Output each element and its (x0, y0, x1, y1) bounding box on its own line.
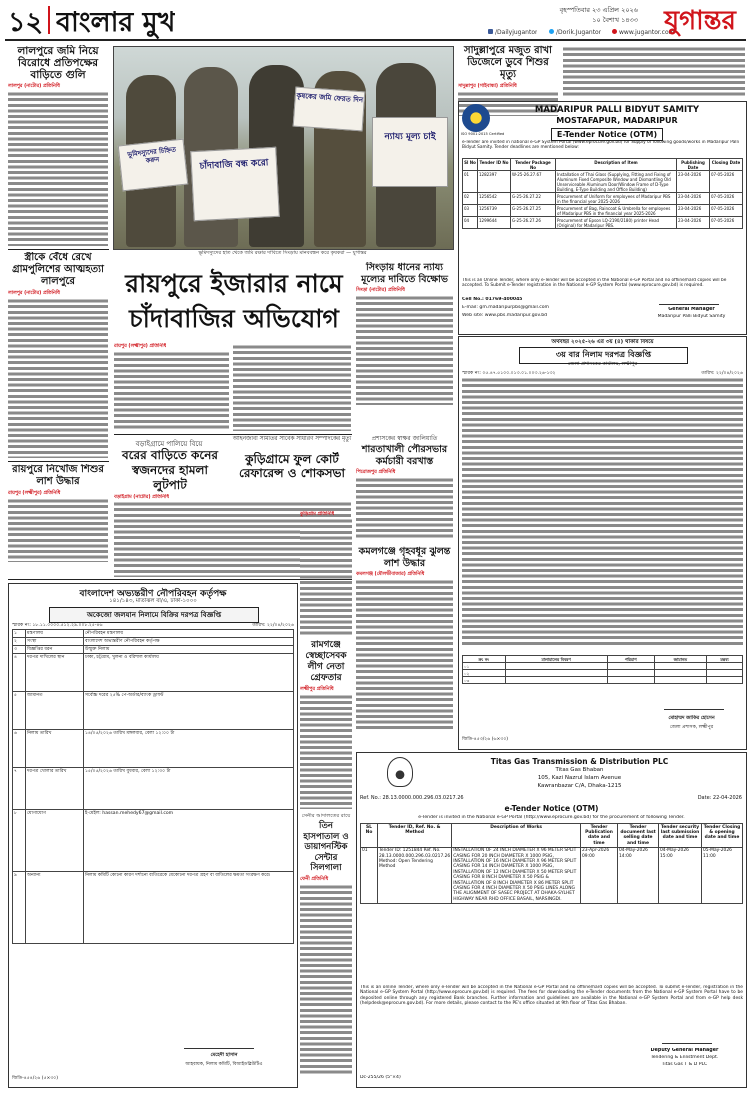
land-ref: জিডি-৪৫৩/২৬ (৬×৩০) (462, 737, 509, 742)
titas-ref: Ref. No.: 28.13.0000.000.296.03.0217.26 (360, 795, 464, 801)
titas-addr1: 105, Kazi Nazrul Islam Avenue (537, 775, 622, 781)
lead-dateline: রায়পুর (লক্ষ্মীপুর) প্রতিনিধি (114, 344, 167, 349)
land-sub: জেলা প্রশাসকের কার্যালয়, লক্ষ্মীপুর (567, 361, 638, 367)
haspatal-kicker: সেনীর আদালতের রায়ে (301, 813, 351, 819)
navy-date: তারিখ: ২২/০৪/২০২৬ (252, 623, 294, 628)
navy-org: বাংলাদেশ অভ্যন্তরীণ নৌপরিবহন কর্তৃপক্ষ (79, 589, 227, 599)
twitter-icon (549, 29, 554, 34)
kamalganj-headline: কমলগঞ্জে গৃহবধূর ঝুলন্ত লাশ উদ্ধার (358, 546, 451, 569)
main-photo (113, 46, 454, 250)
table-row: ৮ যোগাযোগ ই-মেইল: hassan.mehedy67@gmail.com (13, 810, 294, 872)
sharatkhati-dateline: পিরোজপুর প্রতিনিধি (356, 470, 396, 475)
land-table-wrap (462, 655, 743, 684)
titas-gd: Dc-255/26 (5"×4) (360, 1075, 401, 1080)
social-web[interactable]: www.jugantor.com (612, 29, 675, 36)
table-row: ২ সংস্থা বাংলাদেশ অভ্যন্তরীণ নৌপরিবহন কর্তৃপক্ষ (13, 638, 294, 646)
wife-story (8, 252, 108, 460)
table-row: 02 1256542 G-25-26.27.22 Procurement of Uniform for employees of Madaripur PBS in the financial year 2025-2026 23-04-2026 07-05-2026 (463, 193, 743, 205)
table-row: ০২ (463, 670, 743, 677)
section-rule (114, 434, 352, 435)
palli-col-close: Closing Date (710, 159, 743, 171)
kamalganj-story (356, 546, 453, 746)
titas-sub: Titas Gas Bhaban (555, 767, 604, 773)
palli-intro: e-Tender are invited in national e-GP System Portal (www.eprocure.gov.bd) for Supply of following goods/works in Madaripur Palli Bidyut Samity. Tender deadlines are mentioned below: (462, 140, 739, 151)
land-signer-title: জেলা প্রশাসক, লক্ষ্মীপুর (669, 725, 714, 730)
palli-note: This is an Online Tender, where only e-Tender will be accepted in the National e-GP Portal and no offline/hard copies will be accepted. To Submit e-Tender registration in the National e-GP System Portal (www.eprocure.gov.bd) is required. (462, 278, 727, 289)
navy-signer: মেহেদী হাসান (210, 1052, 238, 1058)
navy-memo: স্মারক নং: ১৮.১১.০০০০.৫১২.২৯.০০৮.২৫-৪৬ (12, 623, 103, 628)
palli-table (462, 158, 743, 229)
sharatkhati-headline: শারতাখালী পৌরসভার কর্মচারী বরখাস্ত (361, 444, 448, 467)
palli-tender-ad (458, 101, 747, 335)
singra-headline: সিংড়ায় ধানের ন্যায্য মূল্যের দাবিতে বিক্ষোভ (361, 262, 448, 285)
haspatal-headline: তিন হাসপাতাল ও ডায়াগনস্টিক সেন্টার সিলগালা (303, 821, 349, 873)
titas-signer: Deputy General Manager (650, 1048, 719, 1053)
lead-body-col2 (233, 344, 351, 431)
titas-logo (387, 757, 413, 787)
table-row: 01 1282397 W-25-26.27.67 Installation of Thai Glass (Supplying, Fitting and Fixing of Aluminum Fixed Composite Window and Dismantling Old Unserviceable Aluminum Door/Window Frame of D-Type Building, E-Type Building and Office Building) 23-04-2026 07-05-2026 (463, 171, 743, 193)
table-row: ০৩ (463, 677, 743, 684)
kamalganj-body (356, 579, 453, 729)
land-title: ৩য় বার নিলাম দরপত্র বিজ্ঞপ্তি (519, 347, 688, 364)
land-head1: অর্থবছর ২০২৫-২৬ এর ৩য় (৪) থাকার বিষয়ে (551, 339, 654, 345)
kamalganj-dateline: কমলগঞ্জ (মৌলভীবাজার) প্রতিনিধি (356, 572, 425, 577)
titas-table: SL No Tender ID, Ref. No. & Method Description of Works Tender Publication date and time Tender document last selling date and time Tender security last submission date and time Tender Closing & opening date and time 01 Tender ID: 1251844 Ref. No. 28.13.0000.000.296.03.0217.26 Method: Open Tendering Method INSTALLATION OF 24 INCH DIAMETER X 96 METER SPLIT CASING FOR 20 INCH DIAMETER X 1000 PSIG, INSTALLATION OF 16 INCH DIAMETER X 96 METER SPLIT CASING FOR 14 INCH DIAMETER X 1000 PSIG, INSTALLATION OF 12 INCH DIAMETER X 50 METER SPLIT CASING FOR 8 INCH DIAMETER X 50 PSIG & INSTALLATION OF 8 INCH DIAMETER X 86 METER SPLIT CASING FOR 4 INCH DIAMETER X 50 PSIG LINES ALONG THE ALIGNMENT OF SASEC PROJECT AT DHAKA-SYLHET HIGHWAY NEAR RHD OFFICE BASAIL, NARSINGDI. 23-Apr-2026 09:00 04-May-2026 14:00 04-May-2026 15:00 05-May-2026 11:00 (360, 823, 743, 904)
raipur-drown-body (8, 498, 108, 562)
facebook-icon (488, 29, 493, 34)
newspaper-logo: যুগান্তর (664, 6, 736, 36)
palli-col-desc: Description of Item (556, 159, 677, 171)
sadullapur-headline: সাদুল্লাপুরে মজুত রাখা ডিজেলে ডুবে শিশুর মৃত্যু (464, 45, 552, 80)
table-row: ৭ দরপত্র খোলার তারিখ ১৫/০৫/২০২৬ তারিখ বুধবার, বেলা ১২:৩০ টা (13, 768, 294, 810)
section-title: বাংলার মুখ (56, 7, 176, 38)
titas-table-wrap (360, 823, 743, 904)
singra-story (356, 262, 453, 432)
palli-col-sl: Sl No (463, 159, 478, 171)
palli-gm-org: Madaripur Palli Bidyut Samity (657, 314, 726, 319)
table-row: ৫ জামানত সর্বোচ্চ দরের ২৫% পে-অর্ডার/ব্যাংক ড্রাফট (13, 692, 294, 730)
sharatkhati-story (356, 433, 453, 543)
table-row: ৩ বিজ্ঞপ্তির ধরন উন্মুক্ত নিলাম (13, 646, 294, 654)
land-date: তারিখ: ২২/০৪/২০২৬ (701, 371, 743, 376)
titas-intro: e-Tender is invited in the National e-GP Portal (http://www.eprocure.gov.bd) for the procurement of following Tender. (418, 815, 685, 820)
land-signature (664, 699, 724, 710)
raipur-drown-dateline: রায়পুর (লক্ষ্মীপুর) প্রতিনিধি (8, 491, 61, 496)
lead-body-col1 (114, 351, 229, 431)
palli-notice-title: E-Tender Notice (OTM) (551, 128, 663, 141)
table-row: 03 1256739 G-25-26.27.25 Procurement of Bag, Raincoat & Umbrella for employees of Madaripur PBS in the financial year 2025-2026 23-04-2026 07-05-2026 (463, 205, 743, 217)
masthead (0, 0, 751, 44)
globe-icon (612, 29, 617, 34)
table-row: 04 1299644 G-25-26.27.26 Procurement of Epson LQ-2190/2180) printer Head (Original) for Madaripur PBS. 23-04-2026 07-05-2026 (463, 217, 743, 229)
placard: চাঁদাবাজি বন্ধ করো (190, 147, 280, 221)
ramganj-body (300, 694, 352, 809)
kurigram-kicker: আইনজীবী সমিতির সাবেক সাধারণ সম্পাদকের মৃত্যু (232, 436, 352, 442)
placard: ভূমিদস্যুদের চিহ্নিত করুন (118, 139, 188, 192)
navy-table (12, 629, 294, 944)
navy-signer-title: আহবায়ক, নিলাম কমিটি, বিআইডব্লিউটিএ (185, 1062, 263, 1067)
palli-org: MADARIPUR PALLI BIDYUT SAMITY (534, 105, 700, 115)
palli-place: MOSTAFAPUR, MADARIPUR (556, 116, 678, 125)
kurigram-body (300, 518, 352, 636)
navy-tender-ad (8, 583, 298, 1088)
titas-foot: This is an online Tender, where only e-Tender will be accepted in the National e-GP Portal and no offline/hard copies will be accepted. To submit e-Tender, registration in the National e-GP System Portal (http://www.eprocure.gov.bd) is required. The fees for downloading the e-Tender documents from the National e-GP System Portal have to be deposited online through any registered Bank branches. Further information and guidelines are available in the National e-GP System Portal and from e-GP help desk (helpdesk@eprocure.gov.bd). For more details, please contact to the PE's office situated at 9th floor of Titas Gas Bhaban. (360, 985, 743, 1007)
lead-headline: রায়পুরে ইজারার নামে চাঁদাবাজির অভিযোগ (125, 269, 343, 333)
pbs-logo (462, 104, 490, 132)
palli-cell: Cell No.: 01769-400045 (462, 297, 523, 302)
table-row: ১ মন্ত্রণালয় নৌপরিবহন মন্ত্রণালয় (13, 630, 294, 638)
social-facebook[interactable]: /Dailyjugantor (488, 29, 537, 36)
titas-addr2: Kawranbazar C/A, Dhaka-1215 (537, 783, 622, 789)
lalpur-headline: লালপুরে জমি নিয়ে বিরোধে প্রতিপক্ষের বাড়িতে গুলি (17, 45, 99, 81)
singra-body (356, 295, 453, 405)
table-row: ৬ নিলাম তারিখ ১৪/০৫/২০২৬ তারিখ মঙ্গলবার, বেলা ১২:০০ টা (13, 730, 294, 768)
titas-tender-ad (356, 752, 747, 1088)
palli-col-pub: Publishing Date (677, 159, 710, 171)
date-line-2: ১০ বৈশাখ ১৪৩৩ (592, 16, 638, 24)
placard: ন্যায্য মূল্য চাই (372, 117, 448, 187)
date-line-1: বৃহস্পতিবার ২৩ এপ্রিল ২০২৬ (559, 6, 638, 14)
lalpur-dateline: লালপুর (নাটোর) প্রতিনিধি (8, 84, 60, 89)
col-divider (8, 249, 109, 250)
table-row: 01 Tender ID: 1251844 Ref. No. 28.13.0000.000.296.03.0217.26 Method: Open Tendering Method INSTALLATION OF 24 INCH DIAMETER X 96 METER SPLIT CASING FOR 20 INCH DIAMETER X 1000 PSIG, INSTALLATION OF 16 INCH DIAMETER X 96 METER SPLIT CASING FOR 14 INCH DIAMETER X 1000 PSIG, INSTALLATION OF 12 INCH DIAMETER X 50 METER SPLIT CASING FOR 8 INCH DIAMETER X 50 PSIG & INSTALLATION OF 8 INCH DIAMETER X 86 METER SPLIT CASING FOR 4 INCH DIAMETER X 50 PSIG LINES ALONG THE ALIGNMENT OF SASEC PROJECT AT DHAKA-SYLHET HIGHWAY NEAR RHD OFFICE BASAIL, NARSINGDI. 23-Apr-2026 09:00 04-May-2026 14:00 04-May-2026 15:00 05-May-2026 11:00 (361, 847, 743, 903)
titas-signer3: Titas Gas T & D PLC (661, 1062, 708, 1067)
lalpur-body (8, 91, 108, 246)
raipur-drown-story (8, 464, 108, 576)
haspatal-body (300, 884, 352, 1074)
table-row: ০১ (463, 663, 743, 670)
wife-dateline: লালপুর (নাটোর) প্রতিনিধি (8, 291, 60, 296)
bride-headline: বরের বাড়িতে কনের স্বজনদের হামলা লুটপাট (121, 448, 219, 492)
sharatkhati-body (356, 477, 453, 539)
navy-address: ১৪১/১৪৩, মতিঝিল বা/এ, ঢাকা-১০০০ (109, 598, 197, 604)
palli-col-id: Tender ID No (478, 159, 511, 171)
land-memo: স্মারক নং: ০৫.৪৭.৫১০০.০১৩.০১.০০৩.২৬-১৩২ (462, 371, 556, 376)
navy-ref: জিডি-৪৫৪/২৬ (৫×৩০) (12, 1076, 59, 1081)
palli-gm: General Manager (668, 307, 715, 312)
navy-signature (184, 1038, 254, 1049)
page-number: ১২ (8, 7, 44, 38)
haspatal-story (300, 813, 352, 1088)
masthead-rule (5, 39, 746, 41)
land-signer: মোহাম্মদ জাকির হোসেন (668, 716, 715, 721)
raipur-drown-headline: রায়পুরে নিখোঁজ শিশুর লাশ উদ্ধার (12, 464, 104, 487)
section-rule (8, 579, 352, 580)
sharatkhati-kicker: প্রশাসকের স্বাক্ষর জালিয়াতি (371, 435, 438, 442)
lalpur-story (8, 45, 108, 248)
navy-title: অকেজো জলযান নিলামে বিক্রির দরপত্র বিজ্ঞপ্তি (49, 607, 259, 623)
kurigram-dateline: কুড়িগ্রাম প্রতিনিধি (300, 512, 335, 517)
table-row: ৪ দরপত্র দাখিলের স্থান ঢাকা, চট্টগ্রাম, খুলনা ও বরিশাল কার্যালয় (13, 654, 294, 692)
palli-signature (659, 294, 719, 305)
haspatal-dateline: ফেনী প্রতিনিধি (300, 876, 329, 882)
social-twitter[interactable]: /Dorik.Jugantor (549, 29, 601, 36)
masthead-divider (48, 6, 50, 34)
titas-signer2: Tendering & Enlistment Dept. (650, 1055, 719, 1060)
bride-dateline: বড়াইগ্রাম (নাটোর) প্রতিনিধি (114, 495, 170, 500)
land-table: ক্র: নং মালামালের বিবরণ পরিমাণ জামানত মন্তব্য ০১ ০২ ০৩ (462, 655, 743, 684)
singra-dateline: সিংড়া (নাটোর) প্রতিনিধি (356, 288, 405, 293)
col-divider (8, 461, 109, 462)
titas-org: Titas Gas Transmission & Distribution PLC (490, 757, 669, 766)
wife-headline: স্ত্রীকে বেঁধে রেখে গ্রামপুলিশের আত্মহত্যা লালপুরে (12, 252, 104, 287)
titas-notice: e-Tender Notice (OTM) (504, 804, 599, 813)
bride-kicker: বড়াইগ্রামে পালিয়ে বিয়ে (135, 440, 203, 448)
sadullapur-continued (563, 46, 745, 96)
sadullapur-dateline: সাদুল্লাপুর (গাইবান্ধা) প্রতিনিধি (458, 84, 517, 89)
palli-cert: ISO 9001:2015 Certified (461, 132, 505, 136)
palli-tender-table (462, 158, 743, 229)
ramganj-story (300, 640, 352, 810)
titas-signature (662, 1033, 712, 1044)
palli-web[interactable]: Web site: www.pbs.madaripur.gov.bd (462, 313, 548, 318)
palli-col-pkg: Tender Package No (511, 159, 556, 171)
ramganj-dateline: লক্ষ্মীপুর প্রতিনিধি (300, 687, 334, 692)
land-body (462, 377, 743, 647)
kurigram-headline: কুড়িগ্রামে ফুল কোর্ট রেফারেন্স ও শোকসভা (239, 452, 345, 480)
table-row: ৯ অন্যান্য নিলাম কমিটি কোনো কারণ দর্শানো ব্যতিরেকে যেকোনো দরপত্র গ্রহণ বা বাতিলের ক্ষমতা সংরক্ষণ করে। (13, 872, 294, 944)
wife-body (8, 298, 108, 458)
photo-caption: ভূমিদস্যুদের হাত থেকে জমি রক্ষার দাবিতে সিংড়ায় মানববন্ধন করে কৃষকরা — যুগান্তর (198, 250, 367, 256)
palli-email[interactable]: E-mail: gm.madaripurpbs@gmail.com (462, 305, 550, 310)
land-tender-ad (458, 336, 747, 750)
navy-table-wrap (12, 629, 294, 944)
ramganj-headline: রামগঞ্জে স্বেচ্ছাসেবক লীগ নেতা গ্রেফতার (305, 640, 347, 683)
placard: কৃষকের জমি ফেরত দিন (293, 87, 366, 132)
titas-date: Date: 22-04-2026 (697, 795, 742, 801)
